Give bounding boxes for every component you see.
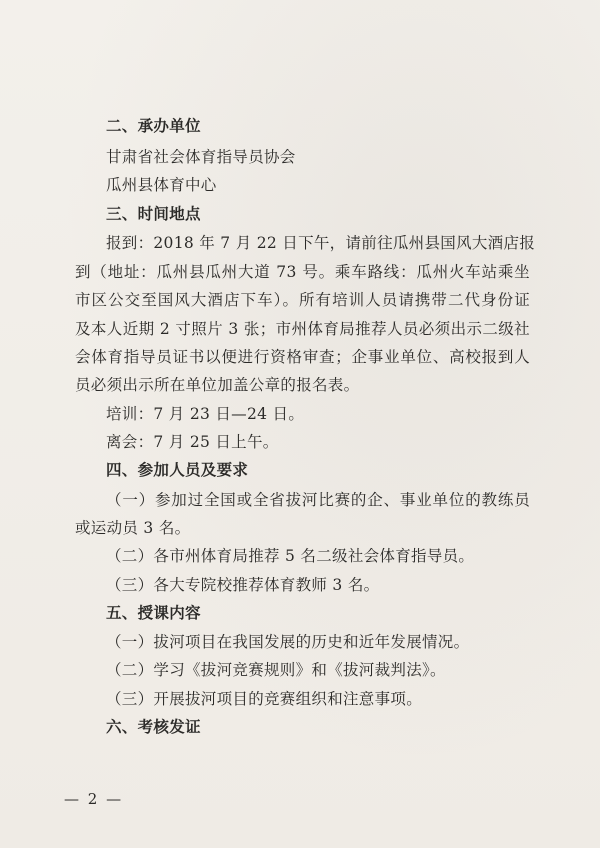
section-heading-time-place: 三、时间地点 bbox=[106, 205, 201, 223]
paragraph-line: 及本人近期 2 寸照片 3 张；市州体育局推荐人员必须出示二级社 bbox=[75, 320, 530, 338]
paragraph-line: 到（地址：瓜州县瓜州大道 73 号。乘车路线：瓜州火车站乘坐 bbox=[75, 263, 530, 281]
training-dates: 培训：7 月 23 日—24 日。 bbox=[106, 405, 305, 423]
list-item: （一）参加过全国或全省拔河比赛的企、事业单位的教练员 bbox=[106, 491, 530, 509]
list-item: （三）开展拔河项目的竞赛组织和注意事项。 bbox=[106, 690, 423, 708]
list-item: （二）学习《拔河竞赛规则》和《拔河裁判法》。 bbox=[106, 661, 446, 679]
organizer-name: 甘肃省社会体育指导员协会 bbox=[106, 148, 296, 166]
paragraph-line: 市区公交至国风大酒店下车）。所有培训人员请携带二代身份证 bbox=[75, 291, 530, 309]
section-heading-courses: 五、授课内容 bbox=[106, 604, 201, 622]
list-item-continuation: 或运动员 3 名。 bbox=[75, 519, 191, 537]
section-heading-assessment: 六、考核发证 bbox=[106, 718, 201, 736]
departure-date: 离会：7 月 25 日上午。 bbox=[106, 433, 279, 451]
paragraph-line: 员必须出示所在单位加盖公章的报名表。 bbox=[75, 376, 360, 394]
section-heading-participants: 四、参加人员及要求 bbox=[106, 461, 249, 479]
list-item: （二）各市州体育局推荐 5 名二级社会体育指导员。 bbox=[106, 547, 475, 565]
paragraph-line: 会体育指导员证书以便进行资格审查；企事业单位、高校报到人 bbox=[75, 348, 530, 366]
paragraph-line: 报到：2018 年 7 月 22 日下午，请前往瓜州县国风大酒店报 bbox=[106, 234, 536, 252]
page-number: — 2 — bbox=[64, 790, 124, 808]
list-item: （一）拔河项目在我国发展的历史和近年发展情况。 bbox=[106, 633, 470, 651]
list-item: （三）各大专院校推荐体育教师 3 名。 bbox=[106, 576, 380, 594]
section-heading-organizer: 二、承办单位 bbox=[106, 117, 201, 135]
organizer-name: 瓜州县体育中心 bbox=[106, 176, 217, 194]
